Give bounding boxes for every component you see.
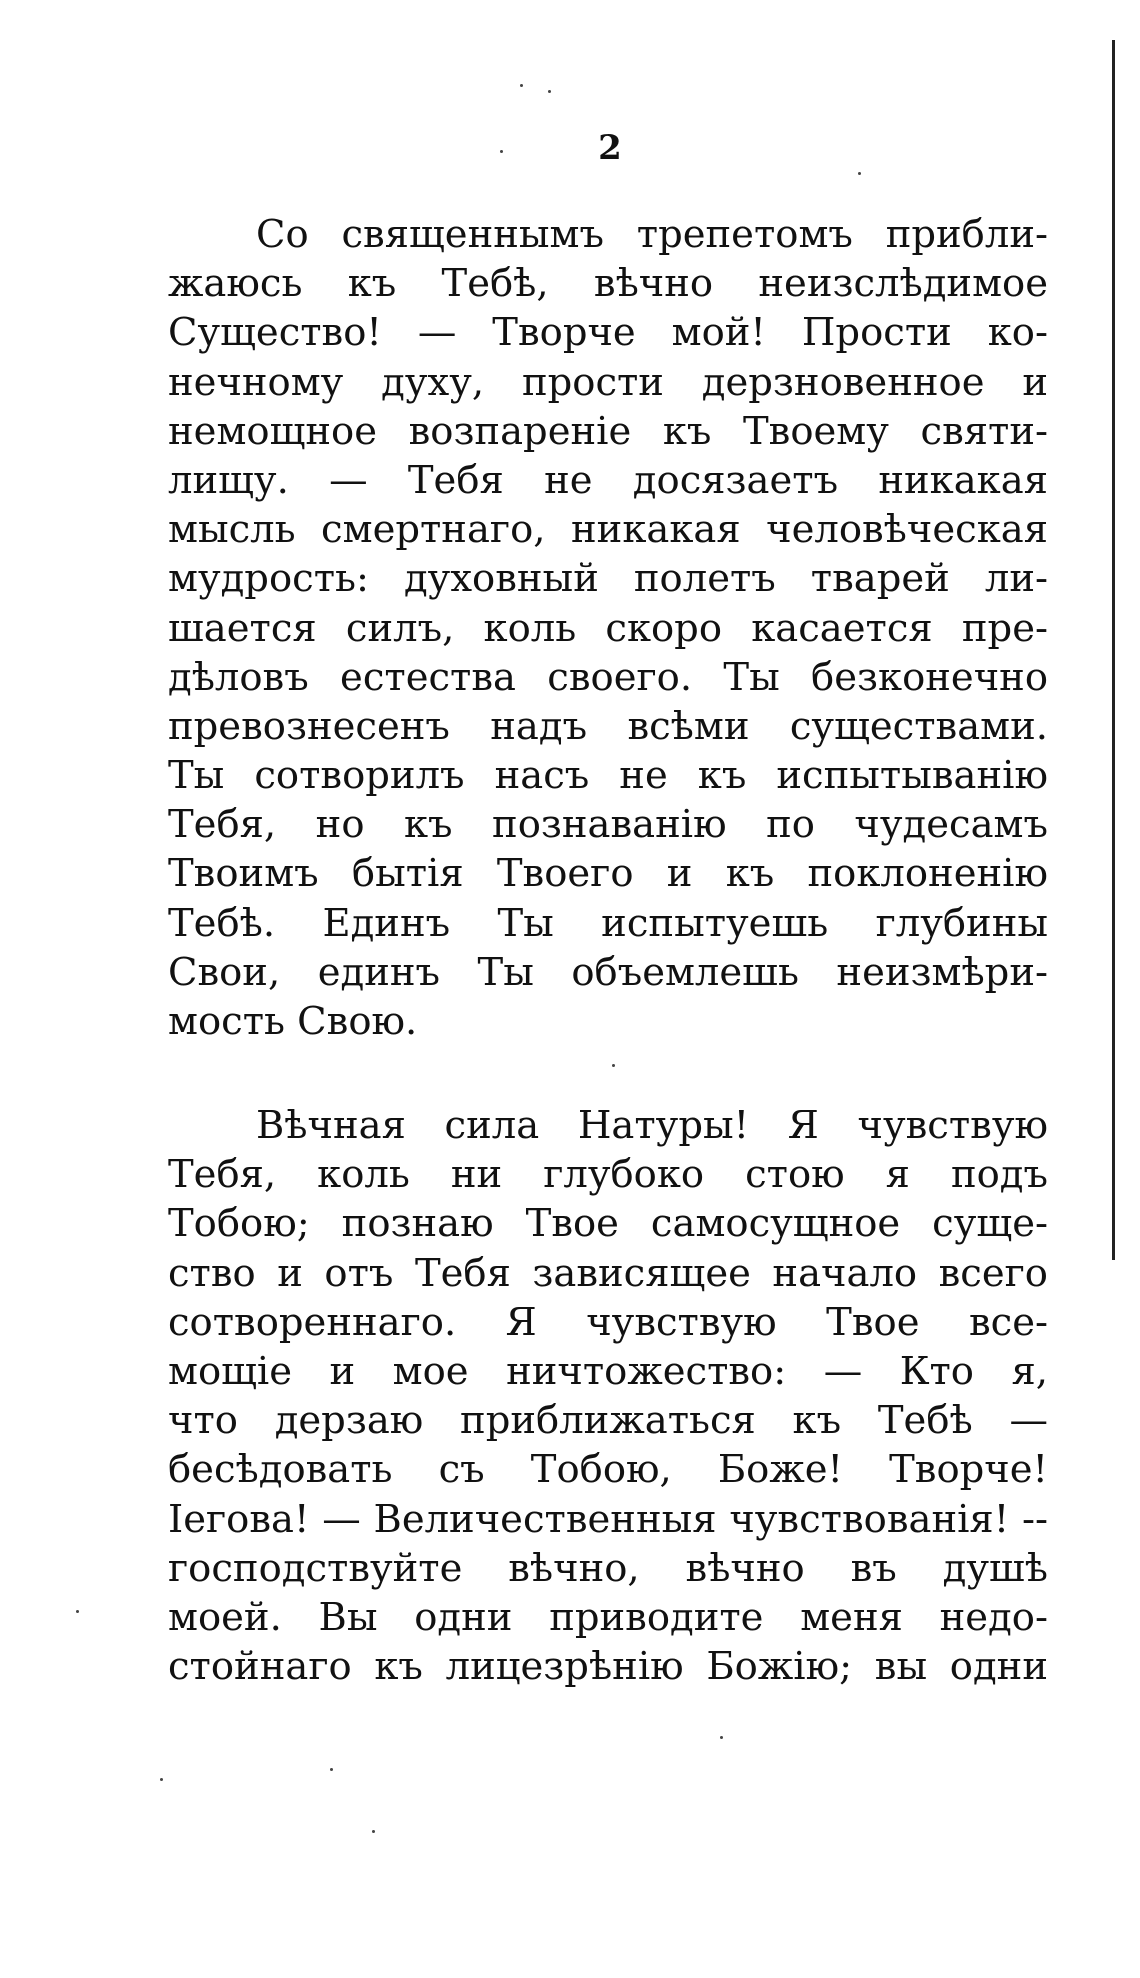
- page-number: 2: [598, 128, 622, 168]
- print-speck: [858, 172, 861, 175]
- print-speck: [372, 1830, 375, 1833]
- text-line: Существо! — Творче мой! Прости ко-: [168, 310, 1048, 356]
- text-line: бесѣдовать съ Тобою, Боже! Творче!: [168, 1447, 1048, 1493]
- paragraph-2: [168, 1101, 1048, 1691]
- print-speck: [160, 1778, 163, 1781]
- print-speck: [520, 84, 523, 87]
- text-line: мощiе и мое ничтожество: — Кто я,: [168, 1348, 1048, 1394]
- text-line: стойнаго къ лицезрѣнiю Божiю; вы одни: [168, 1644, 1048, 1690]
- text-line: что дерзаю приближаться къ Тебѣ —: [168, 1398, 1048, 1444]
- text-line: сотвореннаго. Я чувствую Твое все-: [168, 1299, 1048, 1345]
- print-speck: [612, 1064, 615, 1067]
- text-line: ство и отъ Тебя зависящее начало всего: [168, 1250, 1048, 1296]
- text-line: жаюсь къ Тебѣ, вѣчно неизслѣдимое: [168, 261, 1048, 307]
- page-edge-rule: [1112, 40, 1115, 1260]
- text-line: шается силъ, коль скоро касается пре-: [168, 605, 1048, 651]
- paragraph-1: [168, 210, 1048, 1046]
- text-line: Вѣчная сила Натуры! Я чувствую: [256, 1103, 1048, 1148]
- print-speck: [548, 90, 551, 93]
- text-line: превознесенъ надъ всѣми существами.: [168, 703, 1048, 749]
- print-speck: [330, 1768, 333, 1771]
- text-line: Iегова! — Величественныя чувствованiя! --: [168, 1496, 1048, 1542]
- text-line: нечному духу, прости дерзновенное и: [168, 359, 1048, 405]
- text-line: дѣловъ естества своего. Ты безконечно: [168, 654, 1048, 700]
- print-speck: [720, 1736, 723, 1739]
- text-line: мысль смертнаго, никакая человѣческая: [168, 507, 1048, 553]
- text-line: Тобою; познаю Твое самосущное суще-: [168, 1201, 1048, 1247]
- print-speck: [76, 1610, 79, 1613]
- print-speck: [500, 150, 503, 153]
- text-line: господствуйте вѣчно, вѣчно въ душѣ: [168, 1545, 1048, 1591]
- text-line: Тебя, коль ни глубоко стою я подъ: [168, 1152, 1048, 1198]
- text-line: мость Свою.: [168, 999, 418, 1044]
- text-line: Ты сотворилъ насъ не къ испытыванiю: [168, 753, 1048, 799]
- text-line: лищу. — Тебя не досязаетъ никакая: [168, 457, 1048, 503]
- text-line: Тебѣ. Единъ Ты испытуешь глубины: [168, 900, 1048, 946]
- text-line: Со священнымъ трепетомъ прибли-: [256, 212, 1048, 257]
- text-line: Твоимъ бытiя Твоего и къ поклоненiю: [168, 851, 1048, 897]
- text-line: мудрость: духовный полетъ тварей ли-: [168, 556, 1048, 602]
- text-line: Свои, единъ Ты объемлешь неизмѣри-: [168, 949, 1048, 995]
- text-line: немощное возпаренiе къ Твоему святи-: [168, 408, 1048, 454]
- text-line: моей. Вы одни приводите меня недо-: [168, 1594, 1048, 1640]
- text-line: Тебя, но къ познаванiю по чудесамъ: [168, 802, 1048, 848]
